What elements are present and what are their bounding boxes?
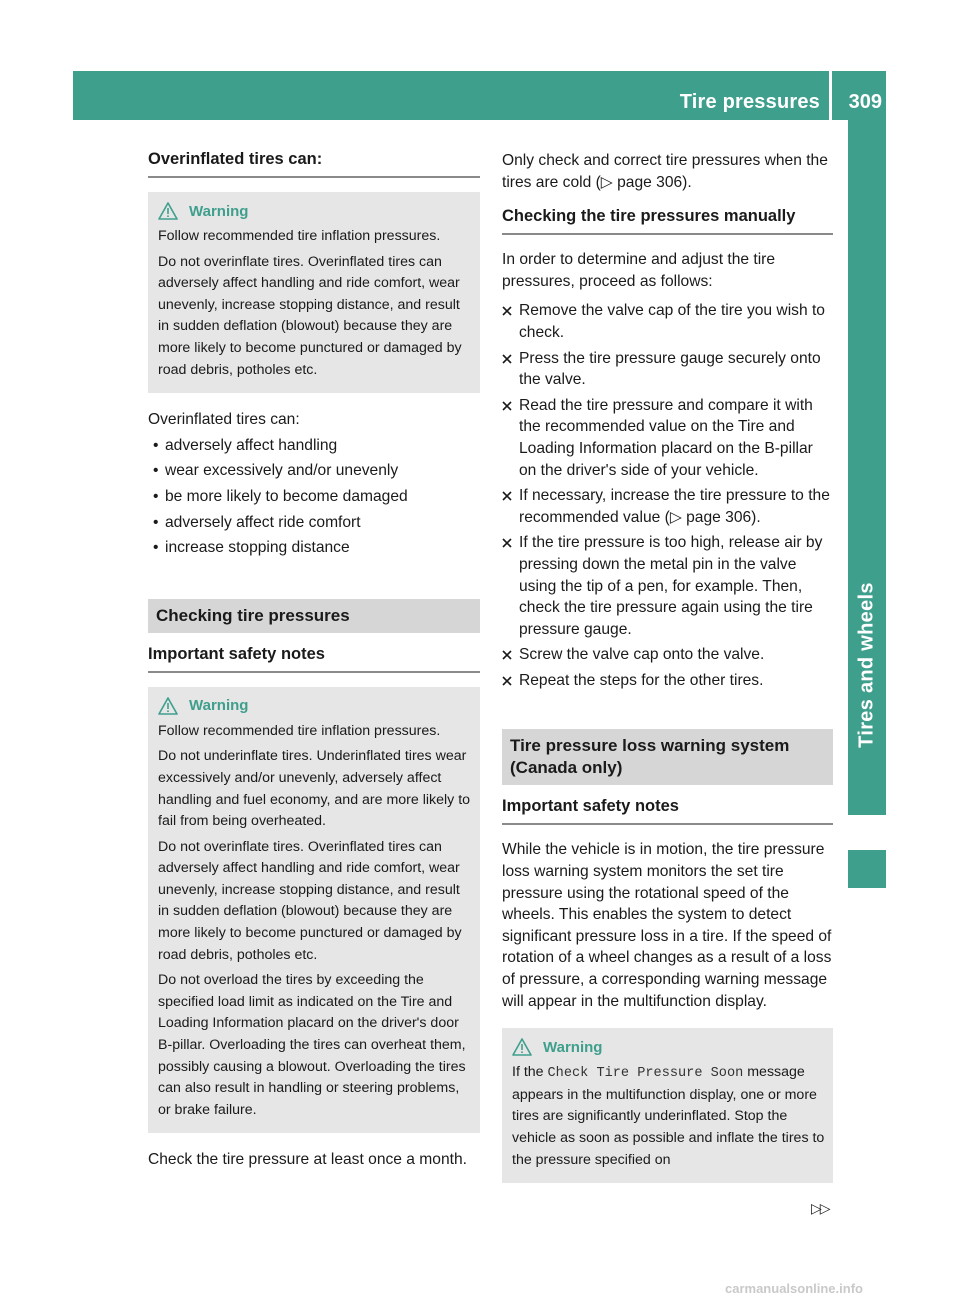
step-arrow-icon <box>502 676 512 686</box>
list-item: • be more likely to become damaged <box>148 486 480 508</box>
warning-paragraph: Follow recommended tire inflation pressures. <box>158 228 441 244</box>
overinflated-heading: Overinflated tires can: <box>148 150 480 178</box>
page-header <box>73 71 886 120</box>
warning-paragraph: Follow recommended tire inflation pressures. <box>158 722 441 739</box>
cold-tires-note: Only check and correct tire pressures when the tires are cold (▷ page 306). <box>502 152 828 191</box>
overinflated-effects-list <box>148 435 480 559</box>
safety-notes-heading: Important safety notes <box>148 645 480 673</box>
safety-notes-heading: Important safety notes <box>502 797 833 825</box>
warning-title: Warning <box>189 202 249 220</box>
list-item: • adversely affect ride comfort <box>148 512 480 534</box>
warning-paragraph: Do not overload the tires by exceeding the specified load limit as indicated on the Tire and Loading Information placard on the driver's door B-pillar. Overloading the tires can overheat them, possibly causing a blowout. Overloading the tires can also result in handling or steering problems, or brake failure. <box>158 972 466 1118</box>
section-heading-loss-warning: Tire pressure loss warning system (Canada only) <box>502 729 833 785</box>
warning-paragraph: Do not overinflate tires. Overinflated tires can adversely affect handling and ride comfort, wear unevenly, increase stopping distance, and result in sudden deflation (blowout) because they are more likely to become punctured or damaged by road debris, potholes etc. <box>158 253 462 378</box>
loss-warning-description: While the vehicle is in motion, the tire pressure loss warning system monitors the set tire pressure using the rotational speed of the wheels. This enables the system to detect significant pressure loss in a tire. If the speed of rotation of a wheel changes as a result of a loss of pressure, a corresponding warning message will appear in the multifunction display. <box>502 841 832 1010</box>
step-arrow-icon <box>502 491 512 501</box>
section-title: Tire pressures <box>679 91 820 113</box>
warning-box-loss <box>502 1028 833 1183</box>
step-arrow-icon <box>502 354 512 364</box>
continued-icon: ▷▷ <box>811 1200 829 1216</box>
warning-triangle-icon <box>158 697 178 715</box>
closing-note: Check the tire pressure at least once a month. <box>148 1151 467 1169</box>
step-arrow-icon <box>502 401 512 411</box>
warning-paragraph: If the Check Tire Pressure Soon message appears in the multifunction display, one or more tires are significantly underinflated. Stop the vehicle as soon as possible and inflate the tires to the pressure specified on <box>512 1064 825 1168</box>
step-item: Read the tire pressure and compare it with the recommended value on the Tire and Loading Information placard on the B-pillar on the driver's side of your vehicle. <box>502 395 833 481</box>
step-item: If necessary, increase the tire pressure to the recommended value (▷ page 306). <box>502 485 833 528</box>
warning-box-overinflation <box>148 192 480 393</box>
step-item: Repeat the steps for the other tires. <box>502 670 833 692</box>
page-number: 309 <box>848 91 882 113</box>
warning-triangle-icon <box>158 202 178 220</box>
warning-triangle-icon <box>512 1038 532 1056</box>
list-item: • increase stopping distance <box>148 537 480 559</box>
step-item: Press the tire pressure gauge securely onto the valve. <box>502 348 833 391</box>
list-item: • wear excessively and/or unevenly <box>148 460 480 482</box>
warning-box-pressure <box>148 687 480 1134</box>
step-item: Screw the valve cap onto the valve. <box>502 644 833 666</box>
step-item: Remove the valve cap of the tire you wish to check. <box>502 300 833 343</box>
manual-check-heading: Checking the tire pressures manually <box>502 207 833 235</box>
manual-check-lead: In order to determine and adjust the tire pressures, proceed as follows: <box>502 251 776 290</box>
watermark: carmanualsonline.info <box>725 1281 863 1296</box>
right-column <box>502 150 833 1199</box>
warning-paragraph: Do not overinflate tires. Overinflated tires can adversely affect handling and ride comfort, wear unevenly, increase stopping distance, and result in sudden deflation (blowout) because they are more likely to become punctured or damaged by road debris, potholes etc. <box>158 838 462 963</box>
step-arrow-icon <box>502 306 512 316</box>
warning-paragraph: Do not underinflate tires. Underinflated tires wear excessively and/or unevenly, adversely affect handling and fuel economy, and are more likely to fail from being overheated. <box>158 748 471 830</box>
left-column <box>148 150 480 1175</box>
warning-title: Warning <box>189 697 249 715</box>
overinflated-intro: Overinflated tires can: <box>148 411 300 429</box>
manual-check-steps <box>502 300 833 691</box>
display-message: Check Tire Pressure Soon <box>547 1066 744 1082</box>
header-divider <box>829 71 832 120</box>
warning-title: Warning <box>543 1038 603 1056</box>
step-item: If the tire pressure is too high, release air by pressing down the metal pin in the valve using the tip of a pen, for example. Then, check the tire pressure again using the tire pressure gauge. <box>502 532 833 640</box>
chapter-tab <box>848 120 886 815</box>
step-arrow-icon <box>502 538 512 548</box>
chapter-tab-label: Tires and wheels <box>855 582 878 748</box>
list-item: • adversely affect handling <box>148 435 480 457</box>
step-arrow-icon <box>502 650 512 660</box>
chapter-tab-marker <box>848 850 886 888</box>
section-heading-checking: Checking tire pressures <box>148 599 480 633</box>
